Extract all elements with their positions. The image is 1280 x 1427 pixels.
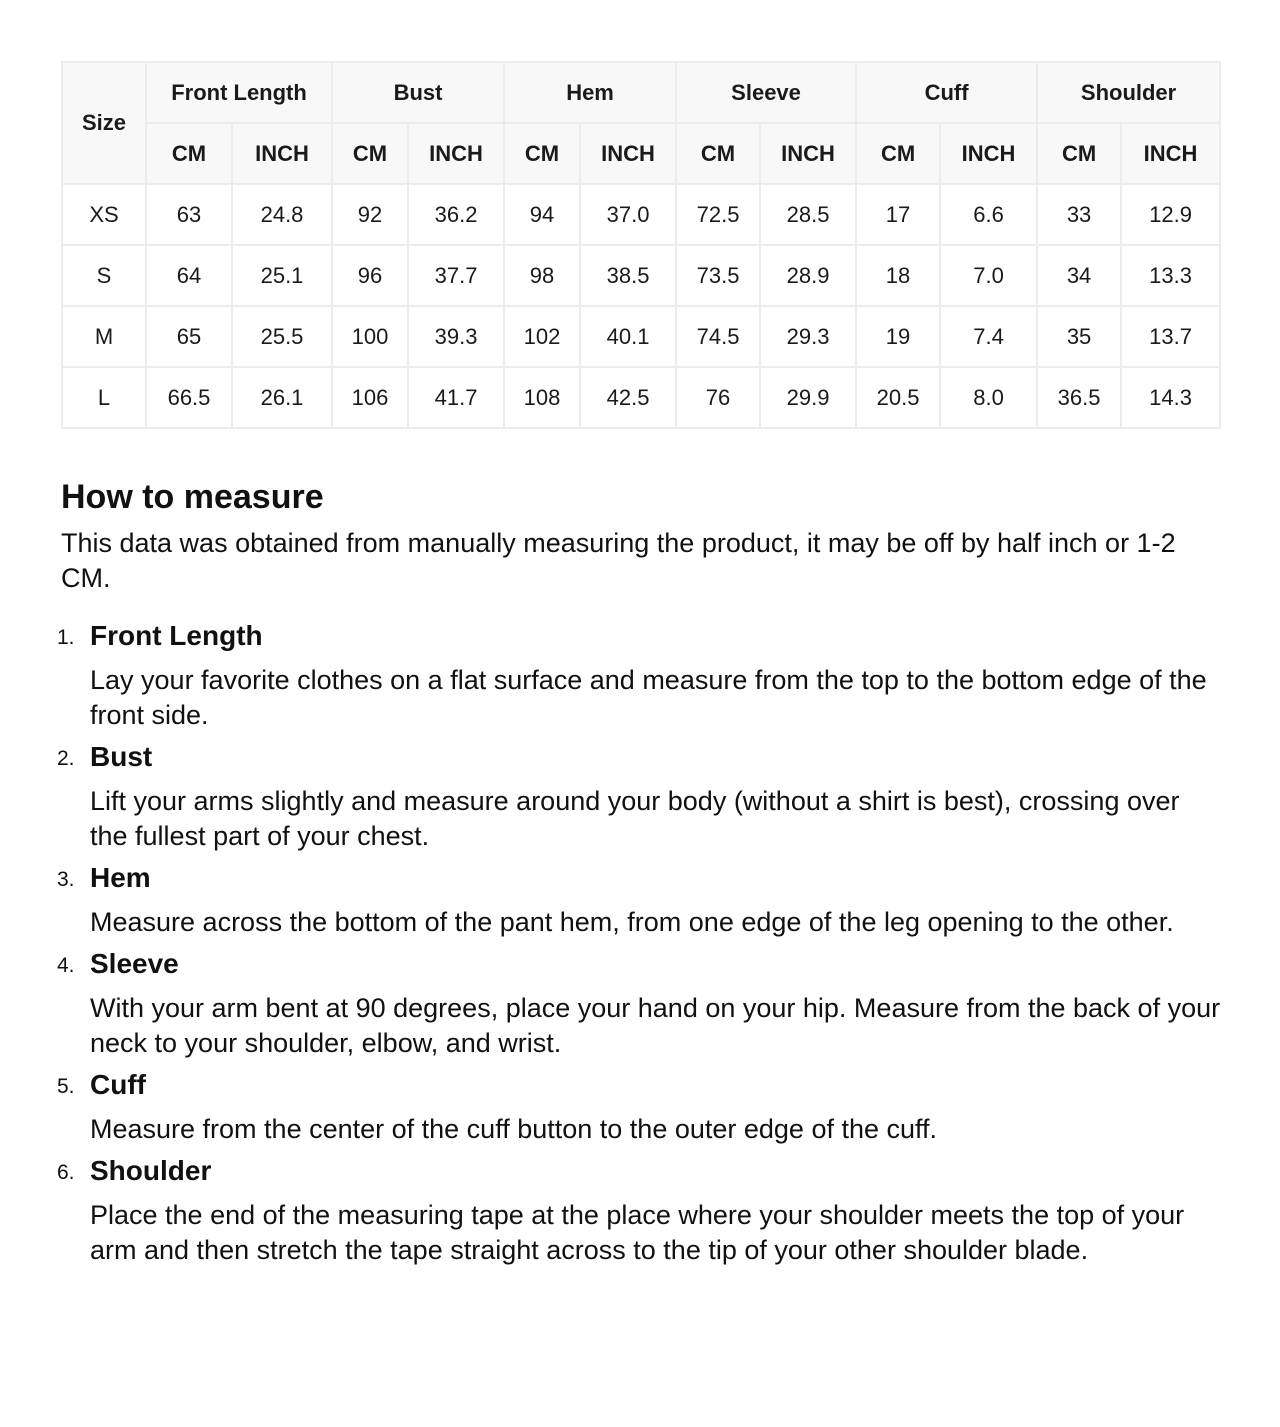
table-cell: 18 bbox=[856, 245, 940, 306]
table-cell: 102 bbox=[504, 306, 580, 367]
table-cell: 39.3 bbox=[408, 306, 504, 367]
step-title: Sleeve bbox=[90, 948, 179, 979]
table-cell: 40.1 bbox=[580, 306, 676, 367]
unit-header-cm: CM bbox=[676, 123, 760, 184]
table-cell: 63 bbox=[146, 184, 232, 245]
table-group-header-row bbox=[62, 62, 1220, 123]
table-cell: 41.7 bbox=[408, 367, 504, 428]
step-title: Front Length bbox=[90, 620, 263, 651]
size-chart-table bbox=[61, 61, 1221, 429]
table-cell: 24.8 bbox=[232, 184, 332, 245]
table-cell: 26.1 bbox=[232, 367, 332, 428]
table-cell: 25.5 bbox=[232, 306, 332, 367]
step-description: Measure across the bottom of the pant hem, from one edge of the leg opening to the other. bbox=[90, 907, 1174, 937]
list-item bbox=[57, 1153, 1221, 1268]
size-cell: S bbox=[62, 245, 146, 306]
table-cell: 42.5 bbox=[580, 367, 676, 428]
table-cell: 94 bbox=[504, 184, 580, 245]
table-cell: 13.3 bbox=[1121, 245, 1220, 306]
step-number: 6. bbox=[57, 1161, 75, 1184]
size-cell: XS bbox=[62, 184, 146, 245]
table-cell: 38.5 bbox=[580, 245, 676, 306]
table-cell: 13.7 bbox=[1121, 306, 1220, 367]
step-description: Place the end of the measuring tape at the place where your shoulder meets the top of your arm and then stretch the tape straight across to the tip of your other shoulder blade. bbox=[90, 1200, 1185, 1265]
unit-header-cm: CM bbox=[856, 123, 940, 184]
unit-header-inch: INCH bbox=[408, 123, 504, 184]
table-cell: 12.9 bbox=[1121, 184, 1220, 245]
table-cell: 72.5 bbox=[676, 184, 760, 245]
table-cell: 37.0 bbox=[580, 184, 676, 245]
table-row bbox=[62, 367, 1220, 428]
section-title: How to measure bbox=[61, 478, 324, 516]
table-cell: 100 bbox=[332, 306, 408, 367]
table-cell: 34 bbox=[1037, 245, 1121, 306]
front-length-header: Front Length bbox=[146, 62, 332, 123]
step-description: Lay your favorite clothes on a flat surface and measure from the top to the bottom edge of the front side. bbox=[90, 665, 1207, 730]
table-cell: 36.5 bbox=[1037, 367, 1121, 428]
table-cell: 6.6 bbox=[940, 184, 1037, 245]
table-cell: 28.9 bbox=[760, 245, 856, 306]
table-cell: 65 bbox=[146, 306, 232, 367]
hem-header: Hem bbox=[504, 62, 676, 123]
table-cell: 8.0 bbox=[940, 367, 1037, 428]
sleeve-header: Sleeve bbox=[676, 62, 856, 123]
table-cell: 76 bbox=[676, 367, 760, 428]
unit-header-cm: CM bbox=[504, 123, 580, 184]
table-unit-header-row bbox=[62, 123, 1220, 184]
how-to-measure-section bbox=[57, 476, 1221, 1274]
table-cell: 98 bbox=[504, 245, 580, 306]
table-cell: 19 bbox=[856, 306, 940, 367]
table-cell: 96 bbox=[332, 245, 408, 306]
table-cell: 28.5 bbox=[760, 184, 856, 245]
table-cell: 66.5 bbox=[146, 367, 232, 428]
cuff-header: Cuff bbox=[856, 62, 1037, 123]
step-description: Lift your arms slightly and measure around your body (without a shirt is best), crossing over the fullest part of your chest. bbox=[90, 786, 1180, 851]
step-title: Shoulder bbox=[90, 1155, 212, 1186]
bust-header: Bust bbox=[332, 62, 504, 123]
step-number: 4. bbox=[57, 954, 75, 977]
list-item bbox=[57, 946, 1221, 1061]
step-title: Hem bbox=[90, 862, 151, 893]
step-title: Bust bbox=[90, 741, 153, 772]
table-cell: 29.3 bbox=[760, 306, 856, 367]
step-number: 2. bbox=[57, 747, 75, 770]
table-cell: 25.1 bbox=[232, 245, 332, 306]
table-cell: 74.5 bbox=[676, 306, 760, 367]
size-column-header: Size bbox=[62, 62, 146, 184]
intro-text: This data was obtained from manually measuring the product, it may be off by half inch or 1-2 CM. bbox=[61, 528, 1176, 593]
table-cell: 64 bbox=[146, 245, 232, 306]
step-title: Cuff bbox=[90, 1069, 146, 1100]
table-cell: 20.5 bbox=[856, 367, 940, 428]
size-cell: L bbox=[62, 367, 146, 428]
table-cell: 108 bbox=[504, 367, 580, 428]
measure-steps-list bbox=[57, 618, 1221, 1268]
shoulder-header: Shoulder bbox=[1037, 62, 1220, 123]
step-description: Measure from the center of the cuff button to the outer edge of the cuff. bbox=[90, 1114, 938, 1144]
unit-header-inch: INCH bbox=[940, 123, 1037, 184]
unit-header-cm: CM bbox=[146, 123, 232, 184]
table-cell: 106 bbox=[332, 367, 408, 428]
table-row bbox=[62, 184, 1220, 245]
list-item bbox=[57, 618, 1221, 733]
table-cell: 17 bbox=[856, 184, 940, 245]
table-cell: 7.0 bbox=[940, 245, 1037, 306]
table-cell: 73.5 bbox=[676, 245, 760, 306]
table-cell: 7.4 bbox=[940, 306, 1037, 367]
table-cell: 36.2 bbox=[408, 184, 504, 245]
unit-header-inch: INCH bbox=[580, 123, 676, 184]
table-cell: 37.7 bbox=[408, 245, 504, 306]
table-cell: 14.3 bbox=[1121, 367, 1220, 428]
unit-header-cm: CM bbox=[332, 123, 408, 184]
step-number: 1. bbox=[57, 626, 75, 649]
table-row bbox=[62, 245, 1220, 306]
size-cell: M bbox=[62, 306, 146, 367]
table-cell: 29.9 bbox=[760, 367, 856, 428]
table-cell: 35 bbox=[1037, 306, 1121, 367]
list-item bbox=[57, 1067, 1221, 1147]
list-item bbox=[57, 860, 1221, 940]
unit-header-inch: INCH bbox=[232, 123, 332, 184]
step-description: With your arm bent at 90 degrees, place your hand on your hip. Measure from the back of your neck to your shoulder, elbow, and wrist. bbox=[90, 993, 1221, 1058]
table-cell: 92 bbox=[332, 184, 408, 245]
list-item bbox=[57, 739, 1221, 854]
unit-header-inch: INCH bbox=[1121, 123, 1220, 184]
table-row bbox=[62, 306, 1220, 367]
unit-header-cm: CM bbox=[1037, 123, 1121, 184]
unit-header-inch: INCH bbox=[760, 123, 856, 184]
step-number: 5. bbox=[57, 1075, 75, 1098]
table-cell: 33 bbox=[1037, 184, 1121, 245]
step-number: 3. bbox=[57, 868, 75, 891]
